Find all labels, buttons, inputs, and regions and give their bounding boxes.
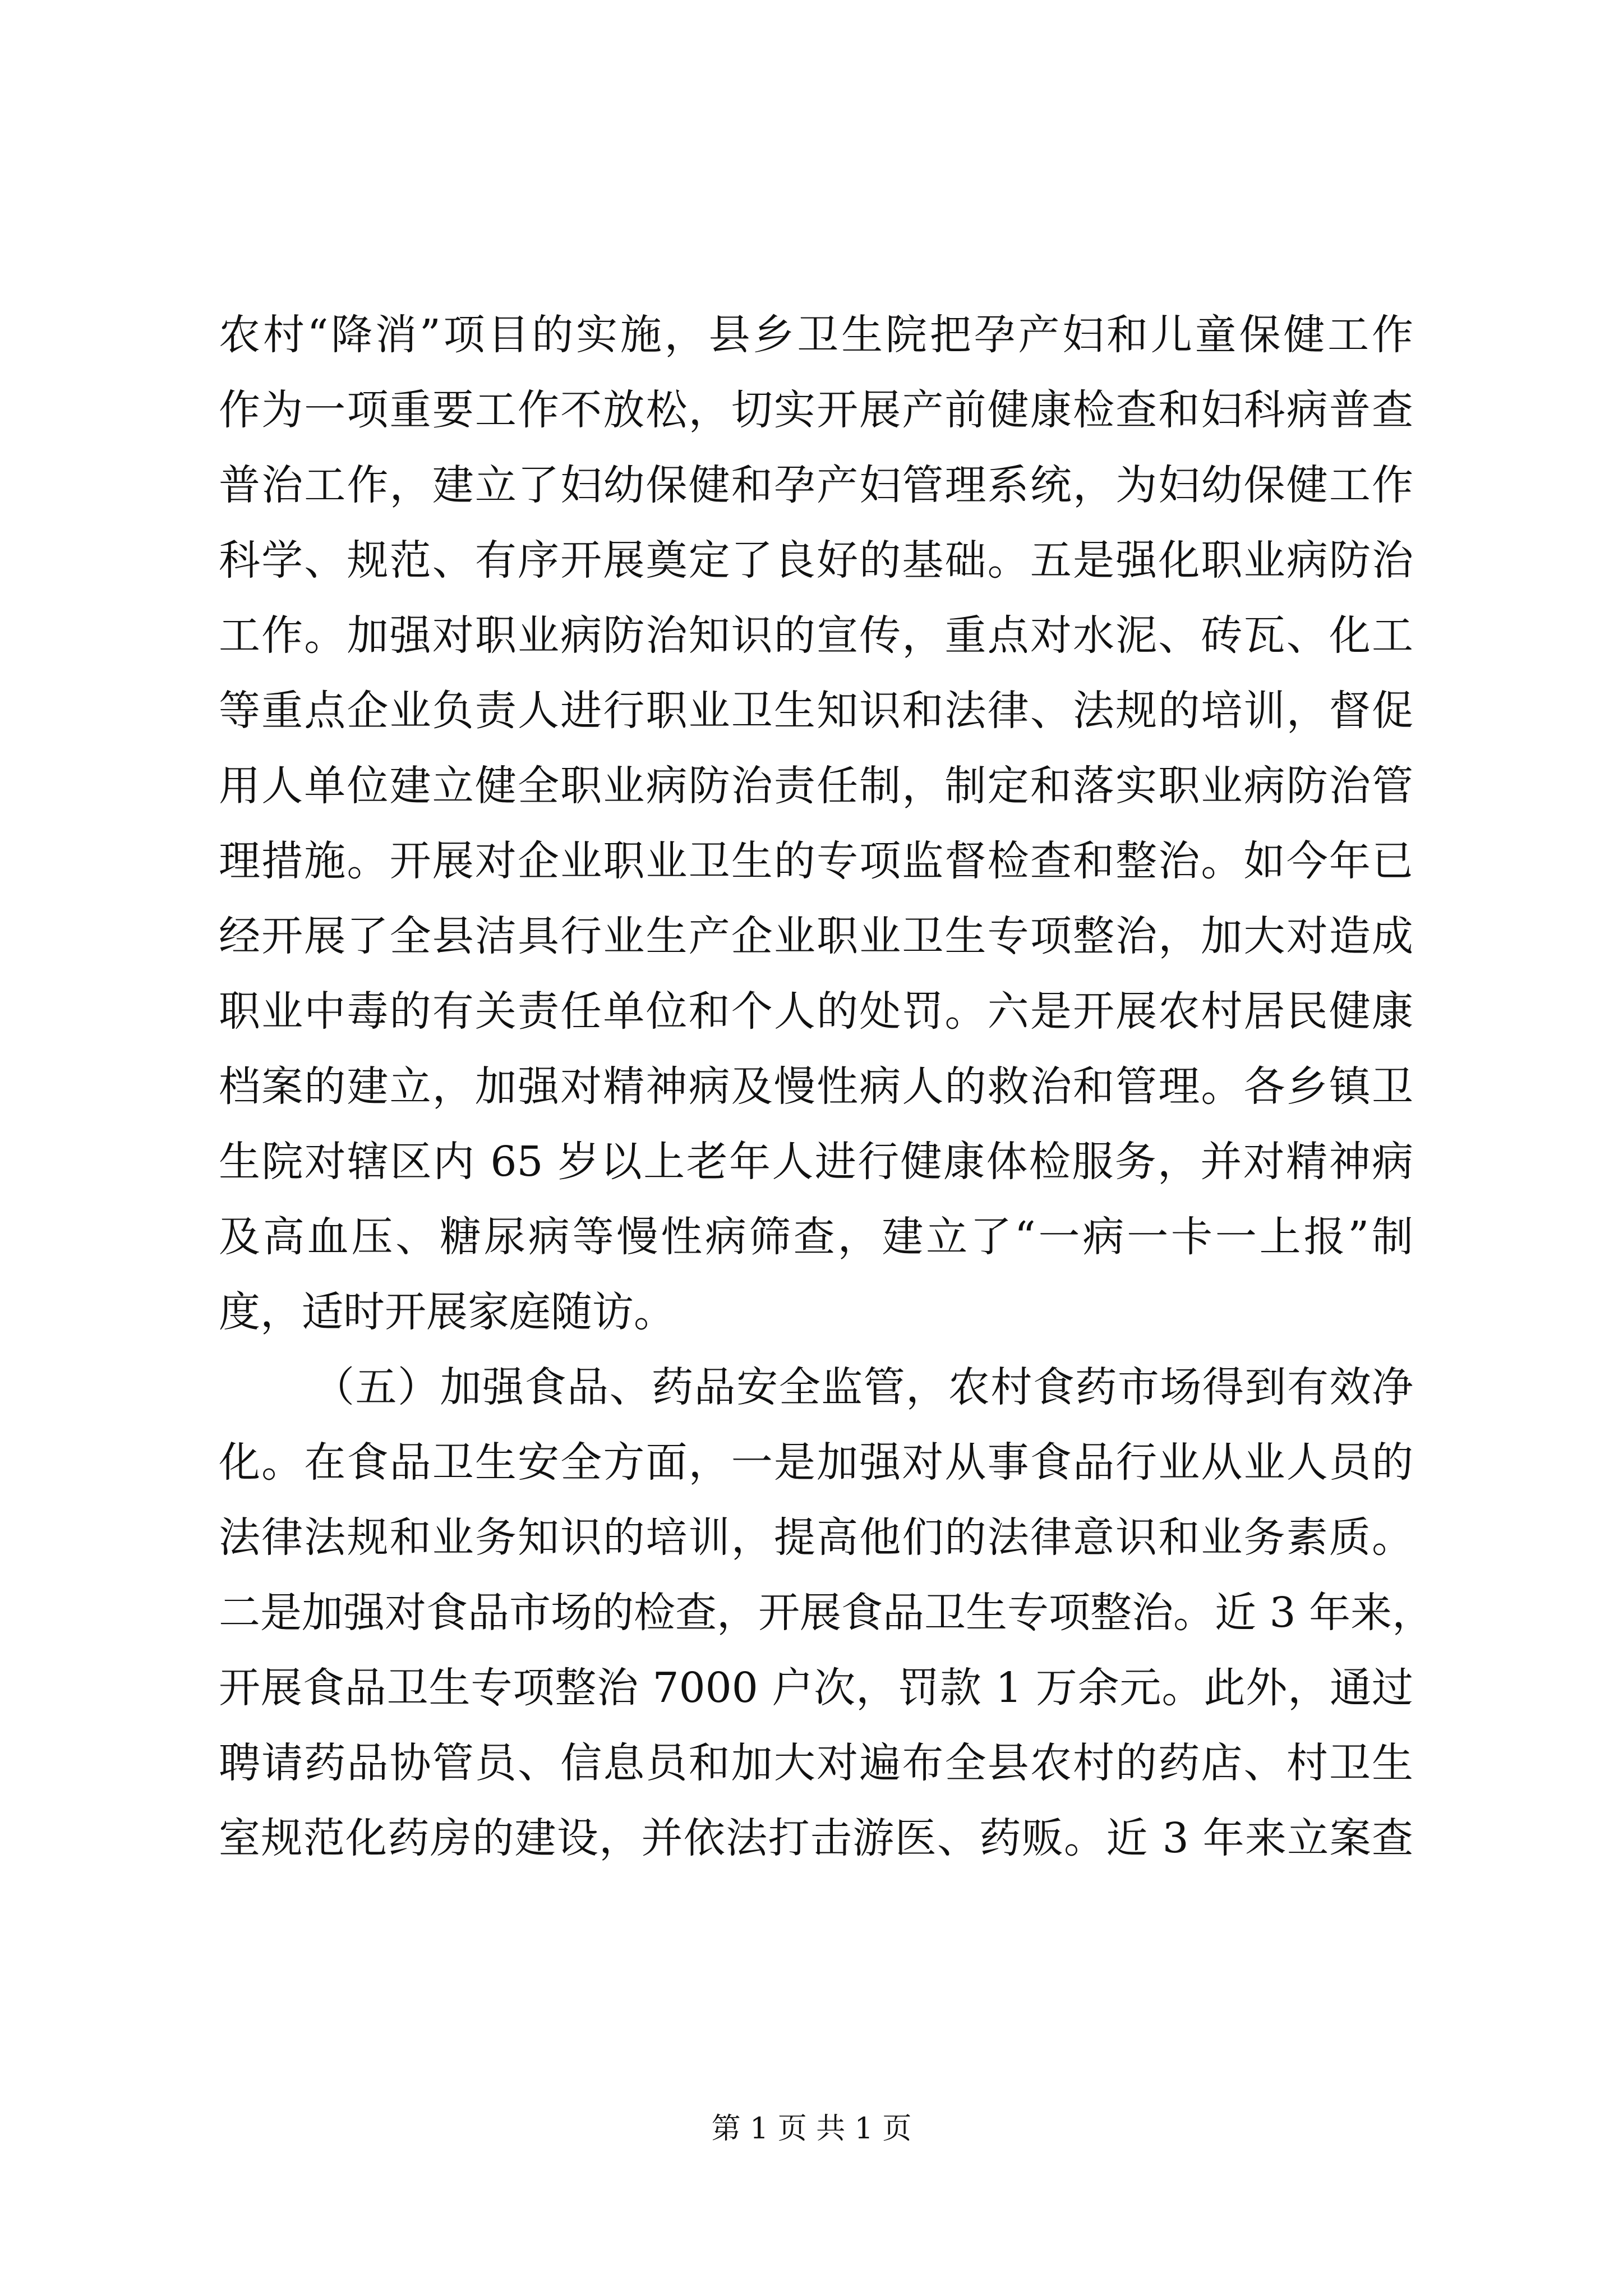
paragraph-1-line-14: 度，适时开展家庭随访。 (219, 1288, 675, 1336)
paragraph-1-line-3: 普治工作，建立了妇幼保健和孕产妇管理系统，为妇幼保健工作 (219, 461, 1413, 509)
paragraph-1-line-10: 职业中毒的有关责任单位和个人的处罚。六是开展农村居民健康 (219, 987, 1413, 1036)
paragraph-2-line-4: 二是加强对食品市场的检查，开展食品卫生专项整治。近 3 年来， (219, 1589, 1434, 1637)
paragraph-1-line-2: 作为一项重要工作不放松，切实开展产前健康检查和妇科病普查 (219, 386, 1413, 434)
paragraph-2-line-6: 聘请药品协管员、信息员和加大对遍布全县农村的药店、村卫生 (219, 1739, 1413, 1787)
paragraph-1-line-7: 用人单位建立健全职业病防治责任制，制定和落实职业病防治管 (219, 762, 1413, 810)
paragraph-1-line-6: 等重点企业负责人进行职业卫生知识和法律、法规的培训，督促 (219, 687, 1413, 735)
paragraph-2-line-1: （五）加强食品、药品安全监管，农村食药市场得到有效净 (313, 1363, 1413, 1411)
paragraph-1-line-12: 生院对辖区内 65 岁以上老年人进行健康体检服务，并对精神病 (219, 1138, 1413, 1186)
paragraph-2-line-3: 法律法规和业务知识的培训，提高他们的法律意识和业务素质。 (219, 1513, 1413, 1562)
page-footer: 第 1 页 共 1 页 (711, 2112, 912, 2146)
paragraph-2-line-7: 室规范化药房的建设，并依法打击游医、药贩。近 3 年来立案查 (219, 1814, 1413, 1862)
paragraph-2-line-2: 化。在食品卫生安全方面，一是加强对从事食品行业从业人员的 (219, 1438, 1413, 1487)
paragraph-1-line-4: 科学、规范、有序开展奠定了良好的基础。五是强化职业病防治 (219, 536, 1413, 585)
paragraph-1-line-11: 档案的建立，加强对精神病及慢性病人的救治和管理。各乡镇卫 (219, 1062, 1413, 1111)
paragraph-1-line-5: 工作。加强对职业病防治知识的宣传，重点对水泥、砖瓦、化工 (219, 611, 1413, 660)
paragraph-1-line-9: 经开展了全县洁具行业生产企业职业卫生专项整治，加大对造成 (219, 912, 1413, 960)
paragraph-2-line-5: 开展食品卫生专项整治 7000 户次，罚款 1 万余元。此外，通过 (219, 1664, 1413, 1712)
paragraph-1-line-1: 农村“降消”项目的实施，县乡卫生院把孕产妇和儿童保健工作 (219, 311, 1413, 359)
paragraph-1-line-8: 理措施。开展对企业职业卫生的专项监督检查和整治。如今年已 (219, 837, 1413, 885)
paragraph-1-line-13: 及高血压、糖尿病等慢性病筛查，建立了“一病一卡一上报”制 (219, 1213, 1413, 1261)
